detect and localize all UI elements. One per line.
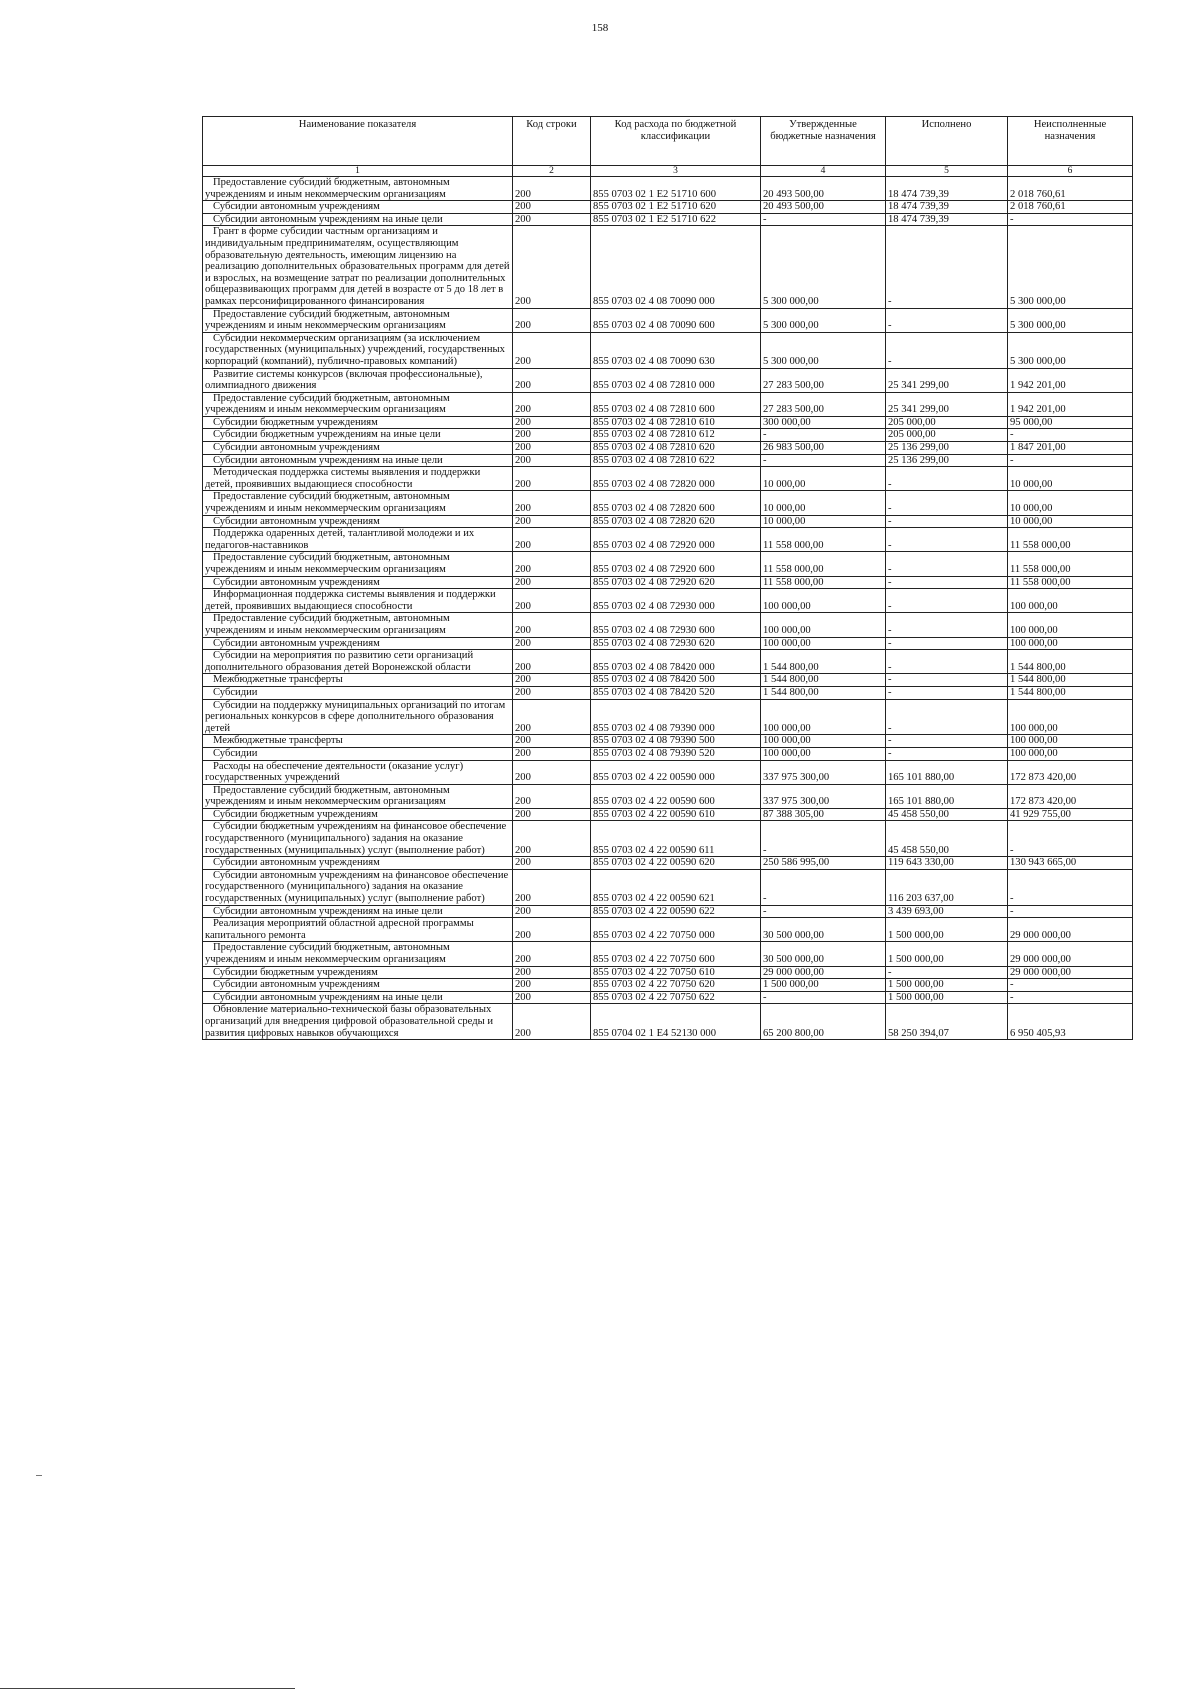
row-name-cell: Субсидии автономным учреждениям — [203, 576, 513, 589]
row-approved-cell: 26 983 500,00 — [761, 442, 886, 455]
row-unexecuted-cell: 29 000 000,00 — [1008, 918, 1133, 942]
row-unexecuted-cell: 100 000,00 — [1008, 735, 1133, 748]
row-unexecuted-cell: - — [1008, 454, 1133, 467]
column-number: 2 — [513, 166, 591, 177]
row-approved-cell: 27 283 500,00 — [761, 368, 886, 392]
row-approved-cell: 5 300 000,00 — [761, 226, 886, 308]
row-line-code-cell: 200 — [513, 650, 591, 674]
row-executed-cell: - — [886, 650, 1008, 674]
row-unexecuted-cell: - — [1008, 905, 1133, 918]
row-name-cell: Предоставление субсидий бюджетным, автономным учреждениям и иным некоммерческим организациям — [203, 942, 513, 966]
row-approved-cell: 337 975 300,00 — [761, 760, 886, 784]
row-unexecuted-cell: 2 018 760,61 — [1008, 177, 1133, 201]
row-approved-cell: 29 000 000,00 — [761, 966, 886, 979]
row-line-code-cell: 200 — [513, 1004, 591, 1040]
table-row — [203, 576, 1133, 589]
row-approved-cell: 30 500 000,00 — [761, 918, 886, 942]
row-executed-cell: - — [886, 747, 1008, 760]
row-name-cell: Субсидии бюджетным учреждениям — [203, 966, 513, 979]
row-classification-cell: 855 0703 02 4 08 72810 610 — [591, 416, 761, 429]
row-classification-cell: 855 0703 02 4 22 70750 622 — [591, 991, 761, 1004]
row-executed-cell: - — [886, 576, 1008, 589]
row-line-code-cell: 200 — [513, 613, 591, 637]
table-row — [203, 699, 1133, 735]
table-row — [203, 226, 1133, 308]
header-executed: Исполнено — [886, 117, 1008, 166]
row-line-code-cell: 200 — [513, 747, 591, 760]
row-executed-cell: 45 458 550,00 — [886, 821, 1008, 857]
row-approved-cell: 100 000,00 — [761, 589, 886, 613]
row-line-code-cell: 200 — [513, 368, 591, 392]
row-classification-cell: 855 0703 02 4 22 00590 620 — [591, 857, 761, 870]
row-classification-cell: 855 0703 02 4 08 72810 612 — [591, 429, 761, 442]
table-row — [203, 1004, 1133, 1040]
row-approved-cell: 337 975 300,00 — [761, 784, 886, 808]
table-row — [203, 177, 1133, 201]
row-name-cell: Субсидии бюджетным учреждениям — [203, 416, 513, 429]
row-line-code-cell: 200 — [513, 857, 591, 870]
row-unexecuted-cell: 172 873 420,00 — [1008, 784, 1133, 808]
header-row — [203, 117, 1133, 166]
row-classification-cell: 855 0703 02 4 08 78420 520 — [591, 686, 761, 699]
row-unexecuted-cell: - — [1008, 213, 1133, 226]
table-row — [203, 686, 1133, 699]
row-name-cell: Субсидии на поддержку муниципальных организаций по итогам региональных конкурсов в сфере дополнительного образования детей — [203, 699, 513, 735]
row-classification-cell: 855 0703 02 4 08 72820 620 — [591, 515, 761, 528]
row-name-cell: Межбюджетные трансферты — [203, 674, 513, 687]
table-row — [203, 213, 1133, 226]
row-unexecuted-cell: 1 942 201,00 — [1008, 392, 1133, 416]
row-classification-cell: 855 0703 02 4 08 72930 620 — [591, 637, 761, 650]
row-approved-cell: - — [761, 213, 886, 226]
row-unexecuted-cell: - — [1008, 869, 1133, 905]
table-row — [203, 857, 1133, 870]
row-unexecuted-cell: - — [1008, 429, 1133, 442]
row-classification-cell: 855 0703 02 4 08 72920 620 — [591, 576, 761, 589]
row-approved-cell: - — [761, 821, 886, 857]
row-line-code-cell: 200 — [513, 589, 591, 613]
row-line-code-cell: 200 — [513, 392, 591, 416]
table-row — [203, 308, 1133, 332]
row-approved-cell: 20 493 500,00 — [761, 201, 886, 214]
row-unexecuted-cell: 5 300 000,00 — [1008, 226, 1133, 308]
table-row — [203, 821, 1133, 857]
row-approved-cell: 10 000,00 — [761, 467, 886, 491]
header-classification-code: Код расхода по бюджетной классификации — [591, 117, 761, 166]
row-unexecuted-cell: - — [1008, 979, 1133, 992]
table-row — [203, 368, 1133, 392]
row-classification-cell: 855 0703 02 4 08 70090 630 — [591, 332, 761, 368]
row-classification-cell: 855 0703 02 4 22 00590 611 — [591, 821, 761, 857]
row-classification-cell: 855 0703 02 4 08 79390 520 — [591, 747, 761, 760]
row-line-code-cell: 200 — [513, 515, 591, 528]
row-name-cell: Предоставление субсидий бюджетным, автономным учреждениям и иным некоммерческим организациям — [203, 491, 513, 515]
row-executed-cell: - — [886, 552, 1008, 576]
row-approved-cell: 100 000,00 — [761, 747, 886, 760]
row-unexecuted-cell: 1 544 800,00 — [1008, 650, 1133, 674]
row-approved-cell: 300 000,00 — [761, 416, 886, 429]
row-unexecuted-cell: 100 000,00 — [1008, 699, 1133, 735]
row-unexecuted-cell: - — [1008, 821, 1133, 857]
row-executed-cell: 18 474 739,39 — [886, 201, 1008, 214]
row-approved-cell: 1 544 800,00 — [761, 686, 886, 699]
table-row — [203, 869, 1133, 905]
row-executed-cell: - — [886, 589, 1008, 613]
row-name-cell: Реализация мероприятий областной адресной программы капитального ремонта — [203, 918, 513, 942]
row-name-cell: Субсидии некоммерческим организациям (за исключением государственных (муниципальных) учреждений, государственных корпораций (компаний), публично-правовых компаний) — [203, 332, 513, 368]
row-executed-cell: 25 341 299,00 — [886, 368, 1008, 392]
row-executed-cell: 18 474 739,39 — [886, 177, 1008, 201]
row-line-code-cell: 200 — [513, 637, 591, 650]
row-line-code-cell: 200 — [513, 467, 591, 491]
row-name-cell: Субсидии — [203, 747, 513, 760]
row-approved-cell: 100 000,00 — [761, 699, 886, 735]
row-executed-cell: - — [886, 467, 1008, 491]
row-approved-cell: 10 000,00 — [761, 515, 886, 528]
row-name-cell: Предоставление субсидий бюджетным, автономным учреждениям и иным некоммерческим организациям — [203, 308, 513, 332]
row-unexecuted-cell: 5 300 000,00 — [1008, 332, 1133, 368]
row-line-code-cell: 200 — [513, 821, 591, 857]
row-unexecuted-cell: 2 018 760,61 — [1008, 201, 1133, 214]
row-line-code-cell: 200 — [513, 699, 591, 735]
row-name-cell: Субсидии автономным учреждениям на иные цели — [203, 905, 513, 918]
row-executed-cell: 25 136 299,00 — [886, 454, 1008, 467]
row-name-cell: Предоставление субсидий бюджетным, автономным учреждениям и иным некоммерческим организациям — [203, 784, 513, 808]
row-line-code-cell: 200 — [513, 454, 591, 467]
row-unexecuted-cell: 6 950 405,93 — [1008, 1004, 1133, 1040]
row-name-cell: Субсидии автономным учреждениям на финансовое обеспечение государственного (муниципального) задания на оказание государственных (муниципальных) услуг (выполнение работ) — [203, 869, 513, 905]
row-line-code-cell: 200 — [513, 942, 591, 966]
row-approved-cell: 65 200 800,00 — [761, 1004, 886, 1040]
row-unexecuted-cell: 1 847 201,00 — [1008, 442, 1133, 455]
row-line-code-cell: 200 — [513, 686, 591, 699]
table-row — [203, 392, 1133, 416]
row-line-code-cell: 200 — [513, 213, 591, 226]
row-approved-cell: 27 283 500,00 — [761, 392, 886, 416]
row-line-code-cell: 200 — [513, 576, 591, 589]
row-unexecuted-cell: 1 544 800,00 — [1008, 674, 1133, 687]
row-classification-cell: 855 0704 02 1 E4 52130 000 — [591, 1004, 761, 1040]
row-executed-cell: 18 474 739,39 — [886, 213, 1008, 226]
row-approved-cell: 30 500 000,00 — [761, 942, 886, 966]
row-approved-cell: 11 558 000,00 — [761, 576, 886, 589]
row-unexecuted-cell: 41 929 755,00 — [1008, 808, 1133, 821]
row-classification-cell: 855 0703 02 4 22 00590 621 — [591, 869, 761, 905]
row-executed-cell: - — [886, 674, 1008, 687]
row-unexecuted-cell: 10 000,00 — [1008, 491, 1133, 515]
row-name-cell: Межбюджетные трансферты — [203, 735, 513, 748]
row-classification-cell: 855 0703 02 4 08 72810 620 — [591, 442, 761, 455]
row-line-code-cell: 200 — [513, 442, 591, 455]
row-classification-cell: 855 0703 02 4 22 70750 600 — [591, 942, 761, 966]
row-approved-cell: 11 558 000,00 — [761, 552, 886, 576]
row-executed-cell: - — [886, 966, 1008, 979]
table-row — [203, 201, 1133, 214]
row-line-code-cell: 200 — [513, 308, 591, 332]
row-approved-cell: 100 000,00 — [761, 637, 886, 650]
row-executed-cell: - — [886, 735, 1008, 748]
row-unexecuted-cell: 1 942 201,00 — [1008, 368, 1133, 392]
row-classification-cell: 855 0703 02 4 08 72930 600 — [591, 613, 761, 637]
row-unexecuted-cell: 100 000,00 — [1008, 637, 1133, 650]
row-executed-cell: - — [886, 308, 1008, 332]
row-executed-cell: 205 000,00 — [886, 429, 1008, 442]
row-name-cell: Субсидии автономным учреждениям — [203, 637, 513, 650]
row-line-code-cell: 200 — [513, 332, 591, 368]
footer-rule — [0, 1688, 295, 1689]
row-classification-cell: 855 0703 02 4 22 70750 610 — [591, 966, 761, 979]
row-unexecuted-cell: 1 544 800,00 — [1008, 686, 1133, 699]
row-unexecuted-cell: 100 000,00 — [1008, 589, 1133, 613]
row-executed-cell: 25 136 299,00 — [886, 442, 1008, 455]
row-line-code-cell: 200 — [513, 226, 591, 308]
row-classification-cell: 855 0703 02 4 22 70750 620 — [591, 979, 761, 992]
row-executed-cell: - — [886, 613, 1008, 637]
table-row — [203, 467, 1133, 491]
row-approved-cell: 1 544 800,00 — [761, 650, 886, 674]
table-row — [203, 454, 1133, 467]
row-executed-cell: 116 203 637,00 — [886, 869, 1008, 905]
column-number: 1 — [203, 166, 513, 177]
row-name-cell: Субсидии на мероприятия по развитию сети организаций дополнительного образования детей Воронежской области — [203, 650, 513, 674]
row-name-cell: Обновление материально-технической базы образовательных организаций для внедрения цифровой образовательной среды и развития цифровых навыков обучающихся — [203, 1004, 513, 1040]
row-executed-cell: 45 458 550,00 — [886, 808, 1008, 821]
row-line-code-cell: 200 — [513, 966, 591, 979]
table-row — [203, 515, 1133, 528]
row-unexecuted-cell: 5 300 000,00 — [1008, 308, 1133, 332]
table-row — [203, 416, 1133, 429]
row-line-code-cell: 200 — [513, 177, 591, 201]
row-name-cell: Грант в форме субсидии частным организациям и индивидуальным предпринимателям, осуществляющим образовательную деятельность, имеющим лицензию на реализацию дополнительных образовательных программ для детей и взрослых, на возмещение затрат по реализации дополнительных общеразвивающих программ для детей в возрасте от 5 до 18 лет в рамках персонифицированного финансирования — [203, 226, 513, 308]
row-line-code-cell: 200 — [513, 429, 591, 442]
row-line-code-cell: 200 — [513, 918, 591, 942]
row-name-cell: Методическая поддержка системы выявления и поддержки детей, проявивших выдающиеся способности — [203, 467, 513, 491]
table-row — [203, 784, 1133, 808]
row-classification-cell: 855 0703 02 4 08 79390 500 — [591, 735, 761, 748]
table-row — [203, 735, 1133, 748]
row-unexecuted-cell: 100 000,00 — [1008, 613, 1133, 637]
row-line-code-cell: 200 — [513, 760, 591, 784]
row-approved-cell: 10 000,00 — [761, 491, 886, 515]
row-approved-cell: 11 558 000,00 — [761, 528, 886, 552]
table-row — [203, 966, 1133, 979]
row-unexecuted-cell: - — [1008, 991, 1133, 1004]
row-classification-cell: 855 0703 02 4 08 70090 600 — [591, 308, 761, 332]
row-line-code-cell: 200 — [513, 808, 591, 821]
row-approved-cell: 5 300 000,00 — [761, 308, 886, 332]
row-line-code-cell: 200 — [513, 869, 591, 905]
row-line-code-cell: 200 — [513, 674, 591, 687]
row-name-cell: Субсидии бюджетным учреждениям — [203, 808, 513, 821]
table-row — [203, 528, 1133, 552]
table-row — [203, 918, 1133, 942]
row-executed-cell: - — [886, 699, 1008, 735]
row-executed-cell: 1 500 000,00 — [886, 979, 1008, 992]
margin-mark — [36, 1475, 42, 1476]
row-name-cell: Расходы на обеспечение деятельности (оказание услуг) государственных учреждений — [203, 760, 513, 784]
row-line-code-cell: 200 — [513, 735, 591, 748]
row-name-cell: Субсидии автономным учреждениям — [203, 515, 513, 528]
table-row — [203, 637, 1133, 650]
row-executed-cell: 165 101 880,00 — [886, 784, 1008, 808]
row-unexecuted-cell: 29 000 000,00 — [1008, 942, 1133, 966]
row-classification-cell: 855 0703 02 4 08 72810 600 — [591, 392, 761, 416]
row-approved-cell: 250 586 995,00 — [761, 857, 886, 870]
row-name-cell: Предоставление субсидий бюджетным, автономным учреждениям и иным некоммерческим организациям — [203, 177, 513, 201]
row-unexecuted-cell: 100 000,00 — [1008, 747, 1133, 760]
row-line-code-cell: 200 — [513, 528, 591, 552]
row-classification-cell: 855 0703 02 4 22 00590 622 — [591, 905, 761, 918]
row-classification-cell: 855 0703 02 1 E2 51710 600 — [591, 177, 761, 201]
row-unexecuted-cell: 11 558 000,00 — [1008, 528, 1133, 552]
header-indicator-name: Наименование показателя — [203, 117, 513, 166]
row-name-cell: Информационная поддержка системы выявления и поддержки детей, проявивших выдающиеся способности — [203, 589, 513, 613]
row-classification-cell: 855 0703 02 4 08 72820 000 — [591, 467, 761, 491]
row-classification-cell: 855 0703 02 1 E2 51710 620 — [591, 201, 761, 214]
header-unexecuted: Неисполненные назначения — [1008, 117, 1133, 166]
row-executed-cell: 1 500 000,00 — [886, 942, 1008, 966]
row-approved-cell: - — [761, 869, 886, 905]
row-name-cell: Развитие системы конкурсов (включая профессиональные), олимпиадного движения — [203, 368, 513, 392]
row-name-cell: Субсидии автономным учреждениям на иные цели — [203, 213, 513, 226]
row-name-cell: Поддержка одаренных детей, талантливой молодежи и их педагогов-наставников — [203, 528, 513, 552]
row-name-cell: Субсидии бюджетным учреждениям на иные цели — [203, 429, 513, 442]
table-row — [203, 905, 1133, 918]
table-row — [203, 979, 1133, 992]
row-classification-cell: 855 0703 02 4 08 72920 000 — [591, 528, 761, 552]
row-name-cell: Субсидии автономным учреждениям — [203, 201, 513, 214]
column-number: 5 — [886, 166, 1008, 177]
row-name-cell: Субсидии бюджетным учреждениям на финансовое обеспечение государственного (муниципального) задания на оказание государственных (муниципальных) услуг (выполнение работ) — [203, 821, 513, 857]
row-approved-cell: - — [761, 429, 886, 442]
row-unexecuted-cell: 11 558 000,00 — [1008, 552, 1133, 576]
row-name-cell: Субсидии автономным учреждениям на иные цели — [203, 991, 513, 1004]
row-name-cell: Предоставление субсидий бюджетным, автономным учреждениям и иным некоммерческим организациям — [203, 392, 513, 416]
table-row — [203, 589, 1133, 613]
row-executed-cell: 58 250 394,07 — [886, 1004, 1008, 1040]
row-unexecuted-cell: 29 000 000,00 — [1008, 966, 1133, 979]
row-approved-cell: 100 000,00 — [761, 613, 886, 637]
row-classification-cell: 855 0703 02 4 08 78420 000 — [591, 650, 761, 674]
row-line-code-cell: 200 — [513, 416, 591, 429]
table-row — [203, 552, 1133, 576]
row-name-cell: Субсидии автономным учреждениям на иные цели — [203, 454, 513, 467]
row-executed-cell: - — [886, 491, 1008, 515]
row-approved-cell: 87 388 305,00 — [761, 808, 886, 821]
row-executed-cell: 25 341 299,00 — [886, 392, 1008, 416]
row-executed-cell: - — [886, 515, 1008, 528]
row-classification-cell: 855 0703 02 4 22 00590 610 — [591, 808, 761, 821]
row-approved-cell: - — [761, 991, 886, 1004]
row-classification-cell: 855 0703 02 4 08 78420 500 — [591, 674, 761, 687]
row-approved-cell: - — [761, 454, 886, 467]
column-number-row — [203, 166, 1133, 177]
page-number: 158 — [591, 22, 609, 34]
table-row — [203, 808, 1133, 821]
row-executed-cell: - — [886, 226, 1008, 308]
row-executed-cell: - — [886, 528, 1008, 552]
header-line-code: Код строки — [513, 117, 591, 166]
row-approved-cell: - — [761, 905, 886, 918]
budget-execution-table — [202, 116, 1133, 1040]
row-approved-cell: 20 493 500,00 — [761, 177, 886, 201]
row-classification-cell: 855 0703 02 4 22 00590 600 — [591, 784, 761, 808]
row-line-code-cell: 200 — [513, 491, 591, 515]
table-row — [203, 332, 1133, 368]
row-executed-cell: 205 000,00 — [886, 416, 1008, 429]
table-row — [203, 650, 1133, 674]
row-executed-cell: 1 500 000,00 — [886, 918, 1008, 942]
table-body — [203, 177, 1133, 1040]
row-name-cell: Субсидии автономным учреждениям — [203, 857, 513, 870]
header-approved: Утвержденные бюджетные назначения — [761, 117, 886, 166]
table-row — [203, 613, 1133, 637]
column-number: 3 — [591, 166, 761, 177]
column-number: 4 — [761, 166, 886, 177]
table-row — [203, 491, 1133, 515]
row-unexecuted-cell: 10 000,00 — [1008, 515, 1133, 528]
row-line-code-cell: 200 — [513, 905, 591, 918]
row-classification-cell: 855 0703 02 4 22 00590 000 — [591, 760, 761, 784]
row-line-code-cell: 200 — [513, 784, 591, 808]
table-row — [203, 991, 1133, 1004]
row-classification-cell: 855 0703 02 4 08 72810 000 — [591, 368, 761, 392]
row-executed-cell: - — [886, 637, 1008, 650]
row-classification-cell: 855 0703 02 1 E2 51710 622 — [591, 213, 761, 226]
table-row — [203, 760, 1133, 784]
table-row — [203, 442, 1133, 455]
row-classification-cell: 855 0703 02 4 22 70750 000 — [591, 918, 761, 942]
table-row — [203, 429, 1133, 442]
row-line-code-cell: 200 — [513, 991, 591, 1004]
row-name-cell: Предоставление субсидий бюджетным, автономным учреждениям и иным некоммерческим организациям — [203, 552, 513, 576]
row-name-cell: Предоставление субсидий бюджетным, автономным учреждениям и иным некоммерческим организациям — [203, 613, 513, 637]
table-row — [203, 747, 1133, 760]
row-executed-cell: - — [886, 332, 1008, 368]
row-approved-cell: 100 000,00 — [761, 735, 886, 748]
row-classification-cell: 855 0703 02 4 08 72930 000 — [591, 589, 761, 613]
table-row — [203, 674, 1133, 687]
row-unexecuted-cell: 11 558 000,00 — [1008, 576, 1133, 589]
row-unexecuted-cell: 130 943 665,00 — [1008, 857, 1133, 870]
row-executed-cell: 119 643 330,00 — [886, 857, 1008, 870]
row-classification-cell: 855 0703 02 4 08 72820 600 — [591, 491, 761, 515]
row-approved-cell: 5 300 000,00 — [761, 332, 886, 368]
row-executed-cell: 165 101 880,00 — [886, 760, 1008, 784]
row-executed-cell: 1 500 000,00 — [886, 991, 1008, 1004]
row-executed-cell: - — [886, 686, 1008, 699]
row-classification-cell: 855 0703 02 4 08 79390 000 — [591, 699, 761, 735]
column-number: 6 — [1008, 166, 1133, 177]
row-line-code-cell: 200 — [513, 201, 591, 214]
row-executed-cell: 3 439 693,00 — [886, 905, 1008, 918]
row-unexecuted-cell: 95 000,00 — [1008, 416, 1133, 429]
row-classification-cell: 855 0703 02 4 08 70090 000 — [591, 226, 761, 308]
row-name-cell: Субсидии — [203, 686, 513, 699]
row-unexecuted-cell: 172 873 420,00 — [1008, 760, 1133, 784]
row-name-cell: Субсидии автономным учреждениям — [203, 442, 513, 455]
row-approved-cell: 1 500 000,00 — [761, 979, 886, 992]
row-classification-cell: 855 0703 02 4 08 72920 600 — [591, 552, 761, 576]
row-line-code-cell: 200 — [513, 552, 591, 576]
row-classification-cell: 855 0703 02 4 08 72810 622 — [591, 454, 761, 467]
row-approved-cell: 1 544 800,00 — [761, 674, 886, 687]
row-unexecuted-cell: 10 000,00 — [1008, 467, 1133, 491]
table-row — [203, 942, 1133, 966]
row-line-code-cell: 200 — [513, 979, 591, 992]
row-name-cell: Субсидии автономным учреждениям — [203, 979, 513, 992]
